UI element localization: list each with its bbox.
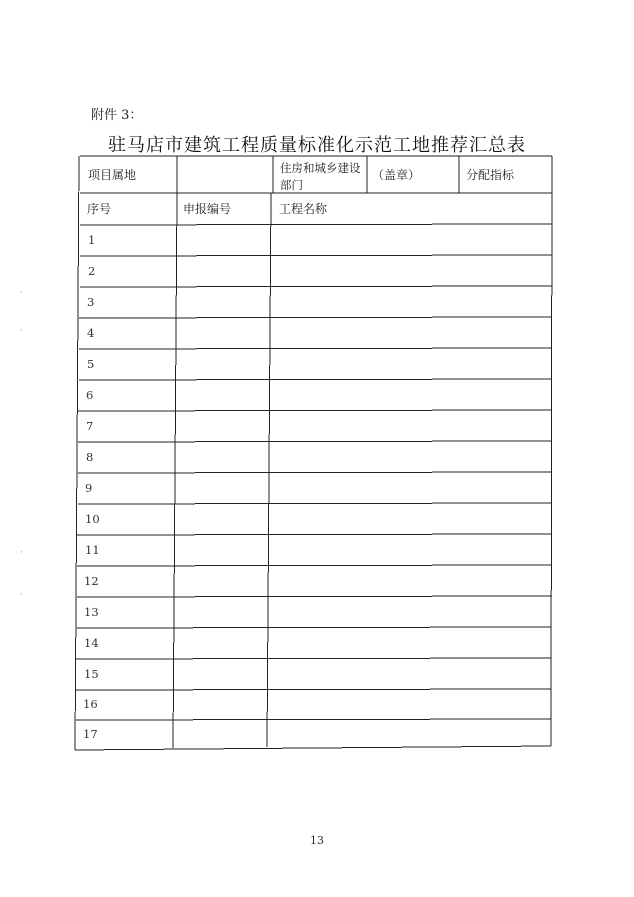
row-number: 1	[88, 233, 96, 247]
row-number: 9	[85, 481, 93, 495]
row-line	[77, 534, 552, 535]
header-department-line2: 部门	[280, 178, 303, 192]
header-project-name: 工程名称	[279, 202, 328, 216]
row-number: 12	[84, 574, 99, 588]
row-line	[80, 255, 552, 256]
row-line	[79, 348, 552, 349]
row-number: 17	[83, 727, 98, 741]
page-title: 驻马店市建筑工程质量标准化示范工地推荐汇总表	[108, 135, 526, 156]
scan-speck: ·	[20, 326, 23, 336]
row-line	[79, 317, 552, 318]
row-number: 14	[84, 636, 99, 650]
header-department-line1: 住房和城乡建设	[280, 161, 361, 175]
header-seq: 序号	[87, 202, 112, 216]
row-number: 4	[87, 326, 95, 340]
header-report-no: 申报编号	[183, 202, 232, 216]
row-number: 13	[84, 605, 99, 619]
row-line	[78, 441, 552, 442]
row-number: 3	[87, 295, 95, 309]
row-number: 15	[84, 667, 99, 681]
row-number: 5	[87, 357, 95, 371]
row-line	[77, 565, 552, 566]
header-quota: 分配指标	[466, 168, 515, 182]
attachment-label: 附件 3：	[91, 108, 143, 123]
row-number: 2	[88, 264, 96, 278]
row-number: 6	[86, 388, 94, 402]
row-line	[78, 410, 552, 411]
row-line	[77, 627, 551, 628]
row-number: 10	[85, 512, 100, 526]
table-border-bottom	[75, 746, 551, 750]
row-line	[77, 596, 552, 597]
scan-speck: ·	[20, 590, 23, 600]
row-number: 11	[85, 543, 100, 557]
header-project-location: 项目属地	[88, 168, 137, 182]
row-line	[76, 658, 551, 659]
row-line	[79, 379, 552, 380]
row-line	[76, 689, 551, 690]
page-number: 13	[310, 834, 324, 847]
table-border-left	[75, 156, 79, 750]
header-divider-2	[80, 224, 552, 225]
row-line	[78, 503, 552, 504]
header-seal: （盖章）	[372, 168, 421, 182]
body-col-line	[267, 193, 271, 747]
table-border-right	[551, 156, 552, 746]
row-line	[80, 286, 552, 287]
row-line	[76, 719, 551, 720]
scan-speck: ·	[20, 548, 23, 558]
row-number: 8	[86, 450, 94, 464]
row-number: 7	[86, 419, 94, 433]
row-line	[78, 472, 552, 473]
scan-speck: ·	[20, 288, 23, 298]
row-number: 16	[83, 697, 98, 711]
body-col-line	[173, 193, 177, 748]
